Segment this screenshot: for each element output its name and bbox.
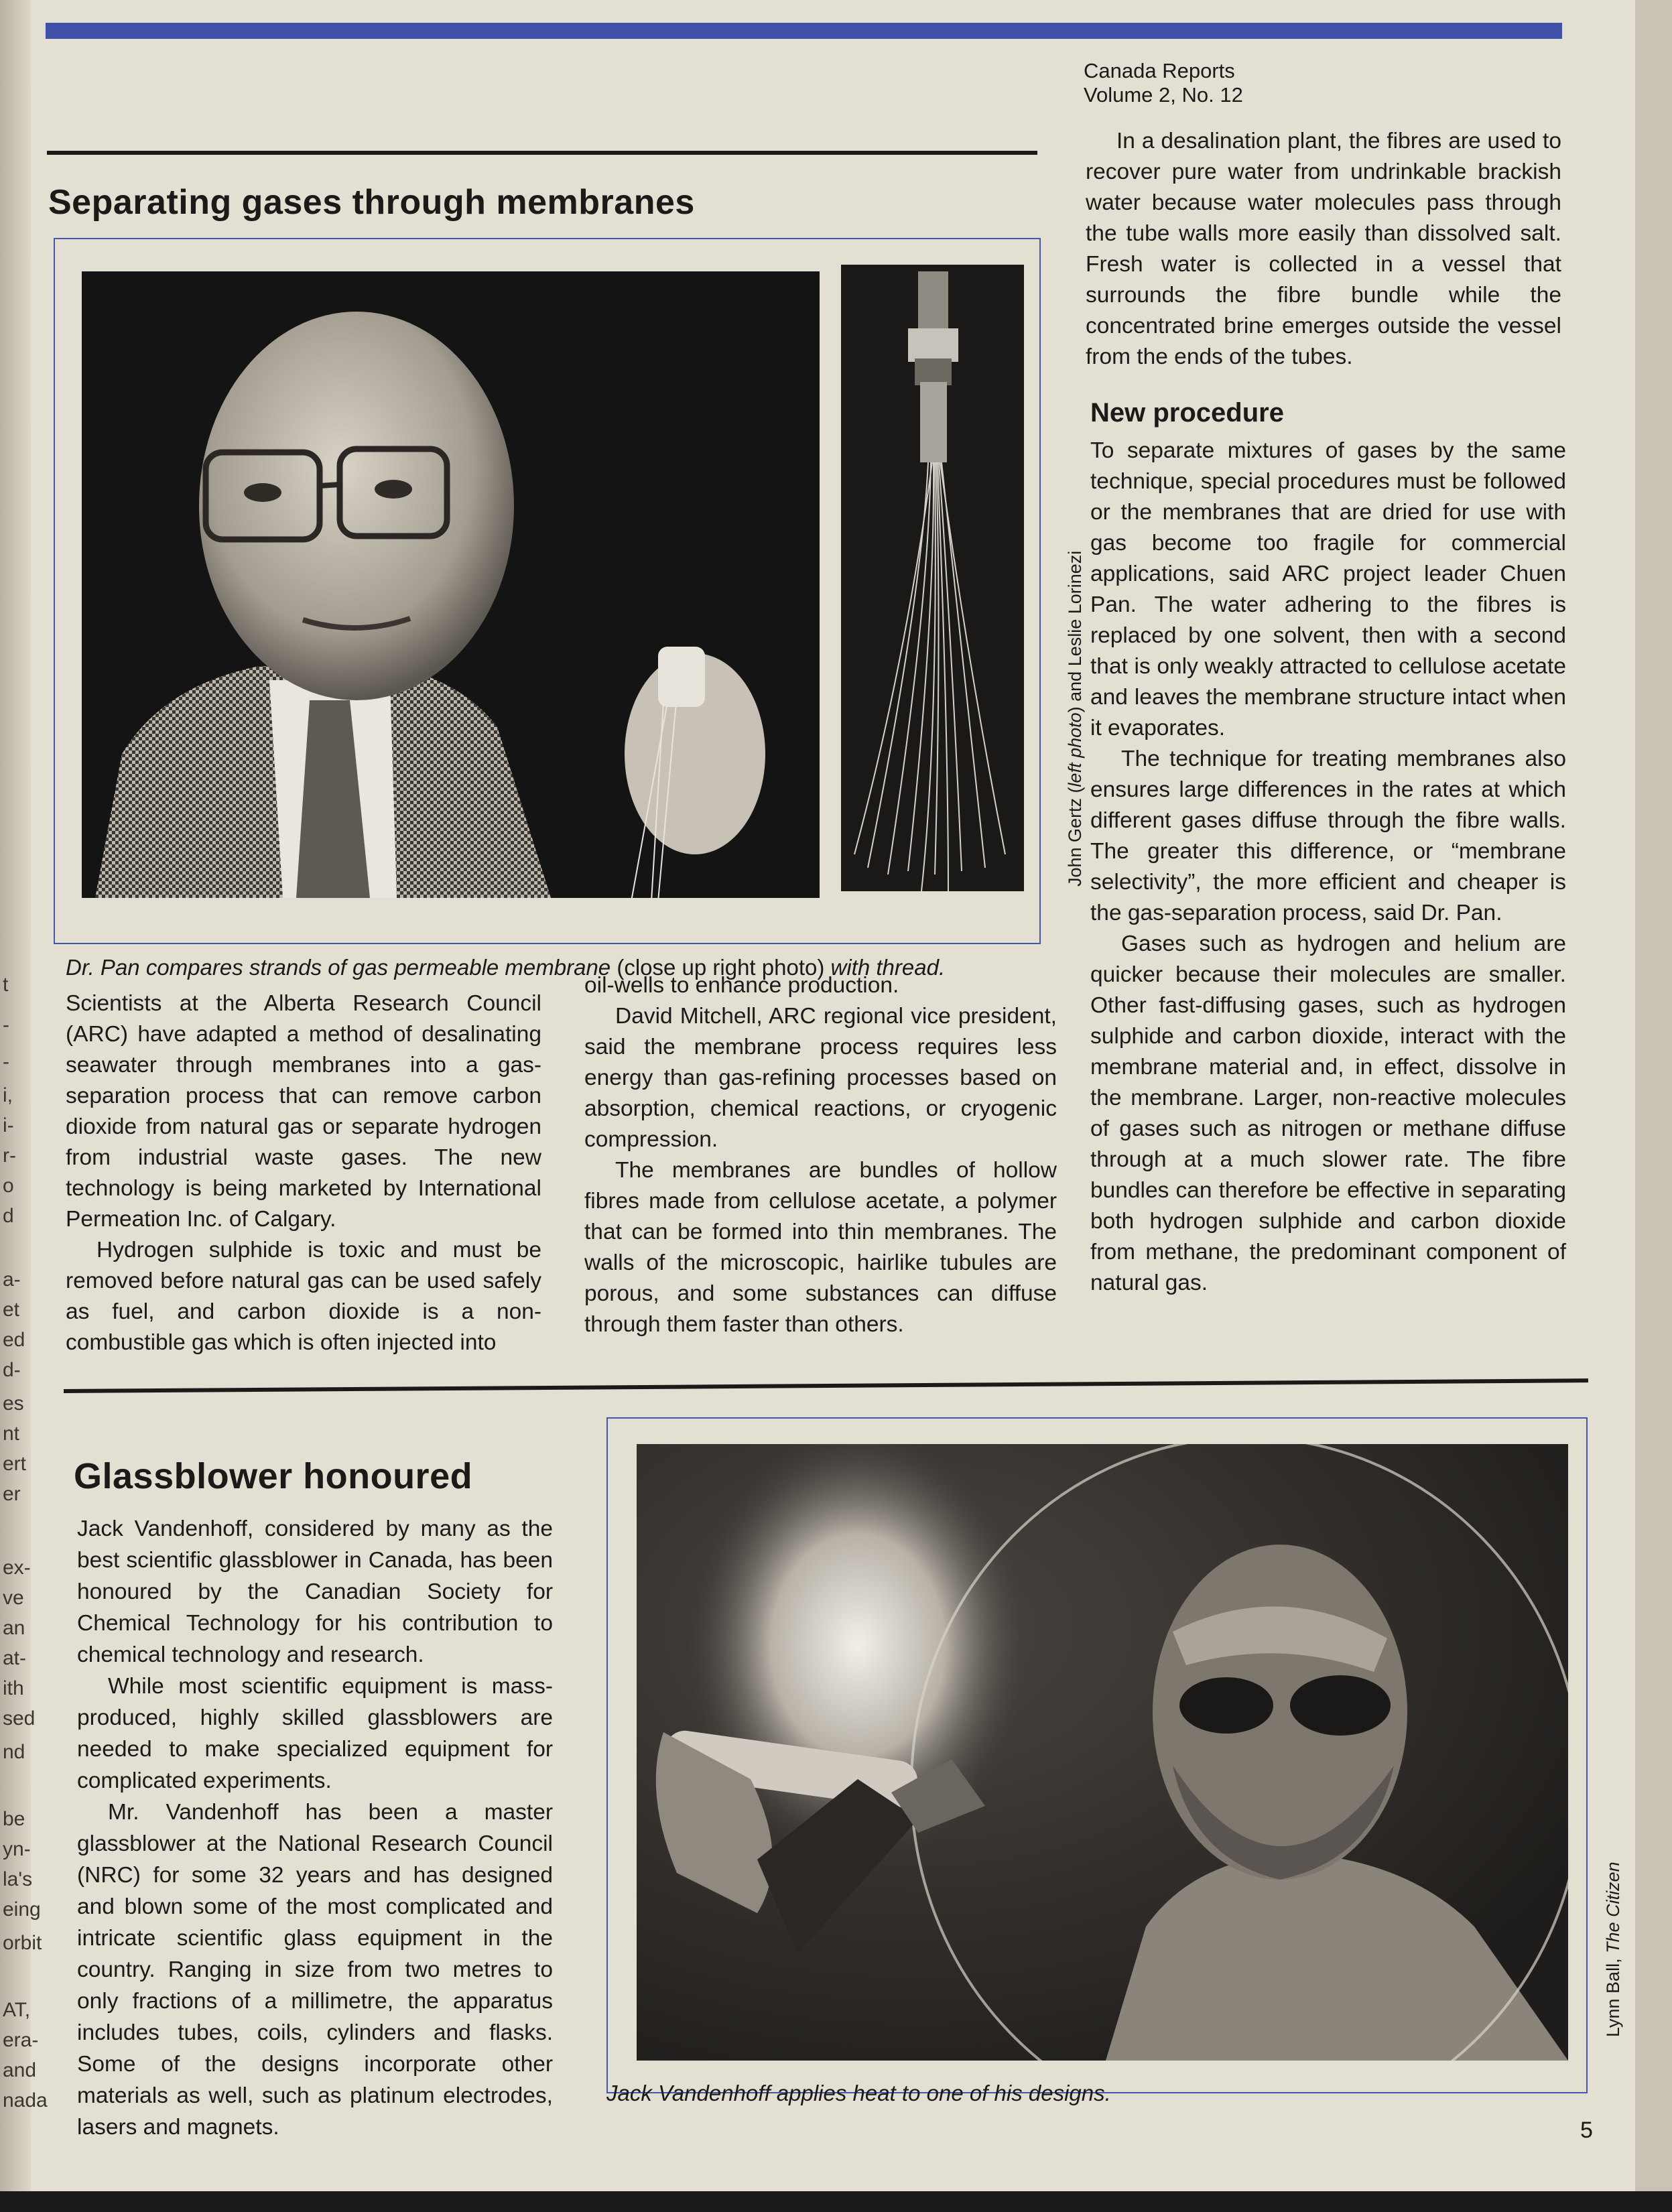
article-headline: Separating gases through membranes xyxy=(48,183,695,222)
gutter-fragment: t xyxy=(3,974,9,996)
paragraph: Mr. Vandenhoff has been a master glassblower at the National Research Council (NRC) for some 32 years and has designed and blown some of the most complicated and intricate scientific glass equipment in the country. Ranging in size from two metres to only fractions of a millimetre, the apparatus includes tubes, coils, cylinders and flasks. Some of the designs incorporate other materials as well, such as platinum electrodes, lasers and magnets. xyxy=(77,1800,553,2140)
dr-pan-photo xyxy=(82,271,820,898)
article1-column-2 xyxy=(584,970,1057,1340)
article1-column-1 xyxy=(66,988,541,1358)
article1-column-3-cont xyxy=(1090,436,1566,1299)
gutter-fragment: sed xyxy=(3,1707,36,1730)
membrane-closeup-photo xyxy=(841,265,1024,891)
gutter-fragment: ed xyxy=(3,1329,25,1351)
gutter-fragment: and xyxy=(3,2059,37,2081)
article-headline: Glassblower honoured xyxy=(74,1456,473,1496)
publication-name: Canada Reports xyxy=(1084,59,1235,82)
gutter-fragment: es xyxy=(3,1392,24,1415)
gutter-fragment: - xyxy=(3,1051,9,1073)
photo-caption: Dr. Pan compares strands of gas permeable membrane (close up right photo) with thread. xyxy=(66,955,946,980)
paragraph: Jack Vandenhoff, considered by many as the best scientific glassblower in Canada, has been honoured by the Canadian Society for Chemical Technology for his contribution to chemical technology and research. xyxy=(77,1516,553,1667)
gutter-fragment: era- xyxy=(3,2029,39,2051)
section-subhead: New procedure xyxy=(1090,398,1284,428)
paragraph: Hydrogen sulphide is toxic and must be removed before natural gas can be used safely as fuel, and carbon dioxide is a non-combustible gas which is often injected into xyxy=(66,1238,541,1355)
gutter-fragment: o xyxy=(3,1175,14,1197)
gutter-fragment: i, xyxy=(3,1084,13,1106)
gutter-fragment: at- xyxy=(3,1647,27,1669)
top-color-bar xyxy=(46,23,1562,39)
gutter-fragment: orbit xyxy=(3,1932,42,1954)
article1-column-3 xyxy=(1086,126,1561,373)
paragraph: The membranes are bundles of hollow fibres made from cellulose acetate, a polymer that can be formed into thin membranes. The walls of the microscopic, hairlike tubules are porous, and some substances can diffuse through them faster than others. xyxy=(584,1158,1057,1337)
scan-bottom-edge xyxy=(0,2191,1672,2212)
photo-credit: John Gertz (left photo) and Leslie Lorinezi xyxy=(1065,550,1085,887)
paragraph: David Mitchell, ARC regional vice president, said the membrane process requires less energy than gas-refining processes based on absorption, chemical reactions, or cryogenic compression. xyxy=(584,1004,1057,1152)
gutter-fragment: nd xyxy=(3,1741,25,1763)
gutter-fragment: a- xyxy=(3,1268,21,1291)
gutter-fragment: AT, xyxy=(3,1999,31,2021)
gutter-fragment: be xyxy=(3,1808,25,1830)
photo-caption: Jack Vandenhoff applies heat to one of his designs. xyxy=(606,2081,1111,2105)
gutter-fragment: d- xyxy=(3,1359,21,1381)
left-gutter xyxy=(0,0,48,2212)
gutter-fragment: r- xyxy=(3,1145,16,1167)
paragraph: To separate mixtures of gases by the same technique, special procedures must be followed or the membranes that are dried for use with gas become too fragile for commercial applications, said ARC project leader Chuen Pan. The water adhering to the fibres is replaced by one solvent, then with a second that is only weakly attracted to cellulose acetate and leaves the membrane structure intact when it evaporates. xyxy=(1090,438,1566,740)
gutter-fragment: yn- xyxy=(3,1838,31,1860)
page-number: 5 xyxy=(1580,2118,1593,2143)
paragraph: oil-wells to enhance production. xyxy=(584,973,899,998)
glassblower-photo xyxy=(637,1444,1568,2061)
gutter-fragment: ex- xyxy=(3,1557,31,1579)
article2-column-1 xyxy=(77,1513,553,2143)
gutter-fragment: nt xyxy=(3,1423,20,1445)
gutter-fragment: nada xyxy=(3,2089,48,2111)
gutter-fragment: d xyxy=(3,1205,14,1227)
gutter-fragment: ith xyxy=(3,1677,24,1699)
gutter-fragment: an xyxy=(3,1617,25,1639)
gutter-fragment: ve xyxy=(3,1587,24,1609)
headline-rule xyxy=(47,151,1037,155)
gutter-fragment: la's xyxy=(3,1868,33,1890)
paragraph: While most scientific equipment is mass-produced, highly skilled glassblowers are needed to make specialized equipment for complicated experiments. xyxy=(77,1674,553,1793)
gutter-fragment: et xyxy=(3,1299,20,1321)
paragraph: In a desalination plant, the fibres are used to recover pure water from undrinkable brackish water because water molecules pass through the tube walls more easily than dissolved salt. Fresh water is collected in a vessel that surrounds the fibre bundle while the concentrated brine emerges outside the vessel from the ends of the tubes. xyxy=(1086,129,1561,369)
photo-credit: Lynn Ball, The Citizen xyxy=(1603,1862,1623,2037)
paragraph: The technique for treating membranes also ensures large differences in the rates at which different gases diffuse through the fibre walls. The greater this difference, or “membrane selectivity”, the more efficient and cheaper is the gas-separation process, said Dr. Pan. xyxy=(1090,746,1566,925)
gutter-fragment: er xyxy=(3,1483,21,1505)
masthead xyxy=(1084,59,1243,107)
gutter-fragment: i- xyxy=(3,1114,14,1136)
paragraph: Gases such as hydrogen and helium are quicker because their molecules are smaller. Other fast-diffusing gases, such as hydrogen sulphide and carbon dioxide, interact with the membrane material and, in effect, dissolve in the membrane. Larger, non-reactive molecules of gases such as nitrogen or methane diffuse through at a much slower rate. The fibre bundles can therefore be effective in separating both hydrogen sulphide and carbon dioxide from methane, the predominant component of natural gas. xyxy=(1090,931,1566,1295)
gutter-fragment: ert xyxy=(3,1453,27,1475)
gutter-fragment: - xyxy=(3,1014,9,1036)
issue-number: Volume 2, No. 12 xyxy=(1084,83,1243,107)
gutter-fragment: eing xyxy=(3,1898,41,1921)
paragraph: Scientists at the Alberta Research Council (ARC) have adapted a method of desalinating seawater through membranes into a gas-separation process that can remove carbon dioxide from natural gas or separate hydrogen from industrial waste gases. The new technology is being marketed by International Permeation Inc. of Calgary. xyxy=(66,991,541,1232)
